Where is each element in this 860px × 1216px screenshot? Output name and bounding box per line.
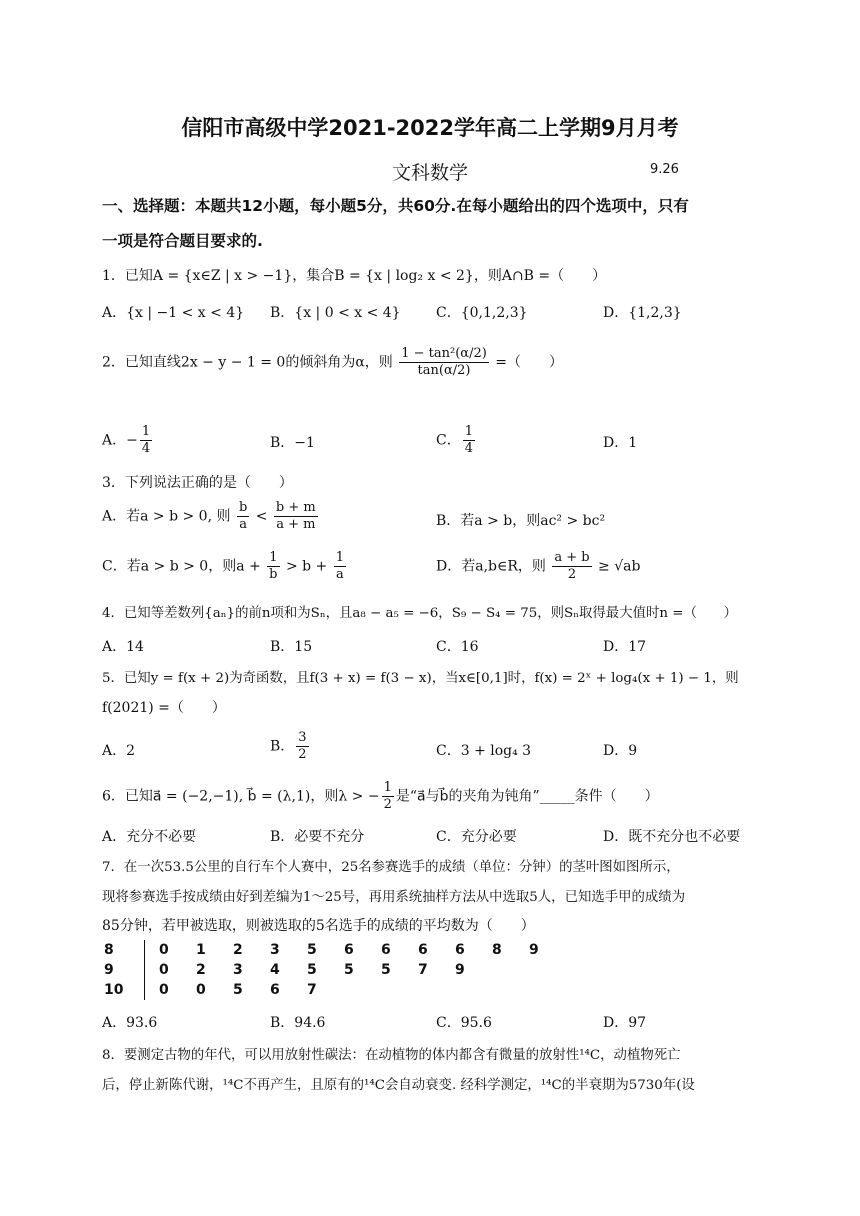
question-5-option-c: C．3 + log₄ 3 bbox=[436, 743, 532, 759]
leaf-value: 8 bbox=[492, 942, 502, 958]
question-2-option-a-sign: A．− bbox=[102, 432, 138, 449]
leaf-value: 6 bbox=[344, 942, 354, 958]
question-3-option-a-fraction-2 bbox=[274, 500, 318, 533]
question-2-option-c-label: C． bbox=[436, 432, 461, 449]
question-6-option-c: C．充分必要 bbox=[436, 829, 517, 845]
question-6-option-a: A．充分不必要 bbox=[102, 829, 197, 845]
question-2-option-d: D．1 bbox=[603, 435, 638, 451]
question-3-option-c bbox=[102, 550, 348, 583]
question-2-option-c-fraction bbox=[463, 424, 475, 457]
question-7-option-d: D．97 bbox=[603, 1015, 647, 1031]
question-7-option-b: B．94.6 bbox=[270, 1015, 326, 1031]
q3-d-f-num: a + b bbox=[554, 550, 590, 565]
leaf-value: 6 bbox=[270, 982, 280, 998]
question-3-option-c-relation: > b + bbox=[285, 558, 328, 575]
q5-b-num: 3 bbox=[298, 730, 307, 745]
leaf-value: 2 bbox=[233, 942, 243, 958]
question-4-option-a: A．14 bbox=[102, 639, 144, 655]
leaf-value: 0 bbox=[159, 942, 169, 958]
question-6-stem-after: 是“a⃗与b⃗的夹角为钝角”_____条件（ ） bbox=[395, 788, 659, 805]
q3-a-f1-num: b bbox=[238, 500, 248, 515]
leaf-value: 5 bbox=[344, 962, 354, 978]
stem-value: 8 bbox=[104, 940, 145, 960]
question-1-option-d: D．{1,2,3} bbox=[603, 305, 682, 321]
question-1-option-c: C．{0,1,2,3} bbox=[436, 305, 528, 321]
q3-c-f2-den: a bbox=[335, 567, 344, 582]
question-1-option-a: A．{x | −1 < x < 4} bbox=[102, 305, 245, 321]
question-7-line3: 85分钟，若甲被选取，则被选取的5名选手的成绩的平均数为（ ） bbox=[102, 918, 535, 934]
question-3-option-d bbox=[436, 550, 640, 583]
question-4-option-b: B．15 bbox=[270, 639, 313, 655]
question-6-stem bbox=[102, 780, 659, 813]
leaf-value: 7 bbox=[418, 962, 428, 978]
q6-num: 1 bbox=[383, 780, 392, 795]
q3-a-f2-num: b + m bbox=[275, 500, 316, 515]
leaf-value: 7 bbox=[307, 982, 317, 998]
question-3-option-c-fraction-2 bbox=[334, 550, 346, 583]
question-2-option-c-num: 1 bbox=[464, 424, 473, 439]
question-3-option-d-fraction bbox=[552, 550, 591, 583]
leaf-value: 9 bbox=[455, 962, 465, 978]
q5-b-den: 2 bbox=[298, 747, 307, 762]
question-2-fraction-denominator: tan(α/2) bbox=[417, 363, 471, 378]
leaf-value: 9 bbox=[529, 942, 539, 958]
question-6-option-b: B．必要不充分 bbox=[270, 829, 365, 845]
q6-den: 2 bbox=[383, 797, 392, 812]
q3-d-f-den: 2 bbox=[567, 567, 577, 582]
question-8-line1: 8．要测定古物的年代，可以用放射性碳法：在动植物的体内都含有微量的放射性¹⁴C，动植物死亡 bbox=[102, 1048, 681, 1063]
leaf-value: 6 bbox=[381, 942, 391, 958]
stem-leaf-rows bbox=[104, 940, 566, 1000]
q3-c-f2-num: 1 bbox=[335, 550, 345, 565]
question-3-option-a bbox=[102, 500, 320, 533]
leaf-value: 6 bbox=[418, 942, 428, 958]
section-heading-line1: 一、选择题：本题共12小题，每小题5分，共60分.在每小题给出的四个选项中，只有 bbox=[102, 197, 689, 215]
question-2-fraction-numerator: 1 − tan²(α/2) bbox=[401, 346, 487, 361]
question-3-option-a-relation: < bbox=[255, 508, 268, 525]
question-5-option-b-fraction bbox=[296, 730, 308, 763]
leaf-value: 5 bbox=[307, 942, 317, 958]
leaf-value: 5 bbox=[307, 962, 317, 978]
exam-date: 9.26 bbox=[650, 162, 679, 177]
question-2-option-a-den: 4 bbox=[141, 441, 151, 456]
question-8-line2: 后，停止新陈代谢，¹⁴C不再产生，且原有的¹⁴C会自动衰变. 经科学测定，¹⁴C的半衰期为5730年(设 bbox=[102, 1078, 695, 1093]
page-subtitle: 文科数学 bbox=[391, 162, 468, 184]
leaf-value: 0 bbox=[159, 962, 169, 978]
leaf-value: 2 bbox=[196, 962, 206, 978]
leaf-value: 1 bbox=[196, 942, 206, 958]
question-2-option-c-den: 4 bbox=[464, 441, 473, 456]
question-4-option-c: C．16 bbox=[436, 639, 479, 655]
question-2-stem-before: 2．已知直线2x − y − 1 = 0的倾斜角为α，则 bbox=[102, 354, 393, 371]
question-6-option-d: D．既不充分也不必要 bbox=[603, 829, 741, 845]
question-3-option-a-text: A．若a > b > 0, 则 bbox=[102, 508, 231, 525]
question-5-option-d: D．9 bbox=[603, 743, 638, 759]
question-4-option-d: D．17 bbox=[603, 639, 647, 655]
leaf-value: 3 bbox=[270, 942, 280, 958]
q3-a-f2-den: a + m bbox=[276, 517, 316, 532]
question-7-option-a: A．93.6 bbox=[102, 1015, 158, 1031]
question-5-stem-line1: 5．已知y = f(x + 2)为奇函数，且f(3 + x) = f(3 − x)，当x∈[0,1]时，f(x) = 2ˣ + log₄(x + 1) − 1，则 bbox=[102, 671, 739, 686]
question-4-stem: 4．已知等差数列{aₙ}的前n项和为Sₙ，且a₈ − a₅ = −6，S₉ − S₄ = 75，则Sₙ取得最大值时n =（ ） bbox=[102, 606, 738, 621]
question-6-stem-before: 6．已知a⃗ = (−2,−1), b⃗ = (λ,1)，则λ > − bbox=[102, 788, 380, 805]
question-3-option-d-relation: ≥ √ab bbox=[598, 558, 641, 575]
section-heading-line2: 一项是符合题目要求的. bbox=[102, 232, 263, 250]
leaf-value: 4 bbox=[270, 962, 280, 978]
stem-leaf-plot bbox=[104, 940, 566, 1000]
question-7-line1: 7．在一次53.5公里的自行车个人赛中，25名参赛选手的成绩（单位：分钟）的茎叶图如图所示， bbox=[102, 860, 680, 875]
leaf-value: 6 bbox=[455, 942, 465, 958]
question-3-stem: 3．下列说法正确的是（ ） bbox=[102, 475, 293, 491]
question-7-line2: 现将参赛选手按成绩由好到差编为1～25号，再用系统抽样方法从中选取5人，已知选手甲的成绩为 bbox=[102, 890, 686, 905]
question-3-option-b: B．若a > b，则ac² > bc² bbox=[436, 513, 606, 529]
question-7-option-c: C．95.6 bbox=[436, 1015, 492, 1031]
stem-leaf-row bbox=[104, 940, 566, 960]
stem-value: 9 bbox=[104, 960, 145, 980]
leaf-value: 0 bbox=[159, 982, 169, 998]
leaf-value: 3 bbox=[233, 962, 243, 978]
question-3-option-a-fraction-1 bbox=[237, 500, 249, 533]
stem-leaf-row bbox=[104, 960, 566, 980]
leaf-value: 5 bbox=[233, 982, 243, 998]
question-5-option-a: A．2 bbox=[102, 743, 136, 759]
question-3-option-c-fraction-1 bbox=[267, 550, 279, 583]
q3-a-f1-den: a bbox=[239, 517, 247, 532]
question-6-fraction bbox=[382, 780, 394, 813]
stem-leaf-row bbox=[104, 980, 566, 1000]
question-2-option-a-num: 1 bbox=[141, 424, 151, 439]
leaf-value: 0 bbox=[196, 982, 206, 998]
q3-c-f1-num: 1 bbox=[267, 550, 279, 567]
question-5-stem-line2: f(2021) =（ ） bbox=[102, 700, 226, 716]
question-2-option-a-fraction bbox=[140, 424, 152, 457]
question-2-option-b: B．−1 bbox=[270, 435, 315, 451]
question-5-option-b-label: B． bbox=[270, 738, 295, 755]
question-2-stem bbox=[102, 346, 563, 379]
question-3-option-c-text: C．若a > b > 0，则a + bbox=[102, 558, 261, 575]
question-2-option-c bbox=[436, 424, 477, 457]
question-5-option-b bbox=[270, 730, 311, 763]
q3-c-f1-den: b bbox=[269, 567, 278, 582]
question-1-stem: 1．已知A = {x∈Z | x > −1}，集合B = {x | log₂ x < 2}，则A∩B =（ ） bbox=[102, 268, 607, 284]
page-title: 信阳市高级中学2021-2022学年高二上学期9月月考 bbox=[181, 116, 679, 140]
question-3-option-d-text: D．若a,b∈R，则 bbox=[436, 558, 546, 575]
question-2-fraction bbox=[399, 346, 489, 379]
question-2-stem-after: =（ ） bbox=[495, 354, 563, 371]
stem-value: 10 bbox=[104, 980, 145, 1000]
leaf-value: 5 bbox=[381, 962, 391, 978]
question-1-option-b: B．{x | 0 < x < 4} bbox=[270, 305, 401, 321]
question-2-option-a bbox=[102, 424, 154, 457]
